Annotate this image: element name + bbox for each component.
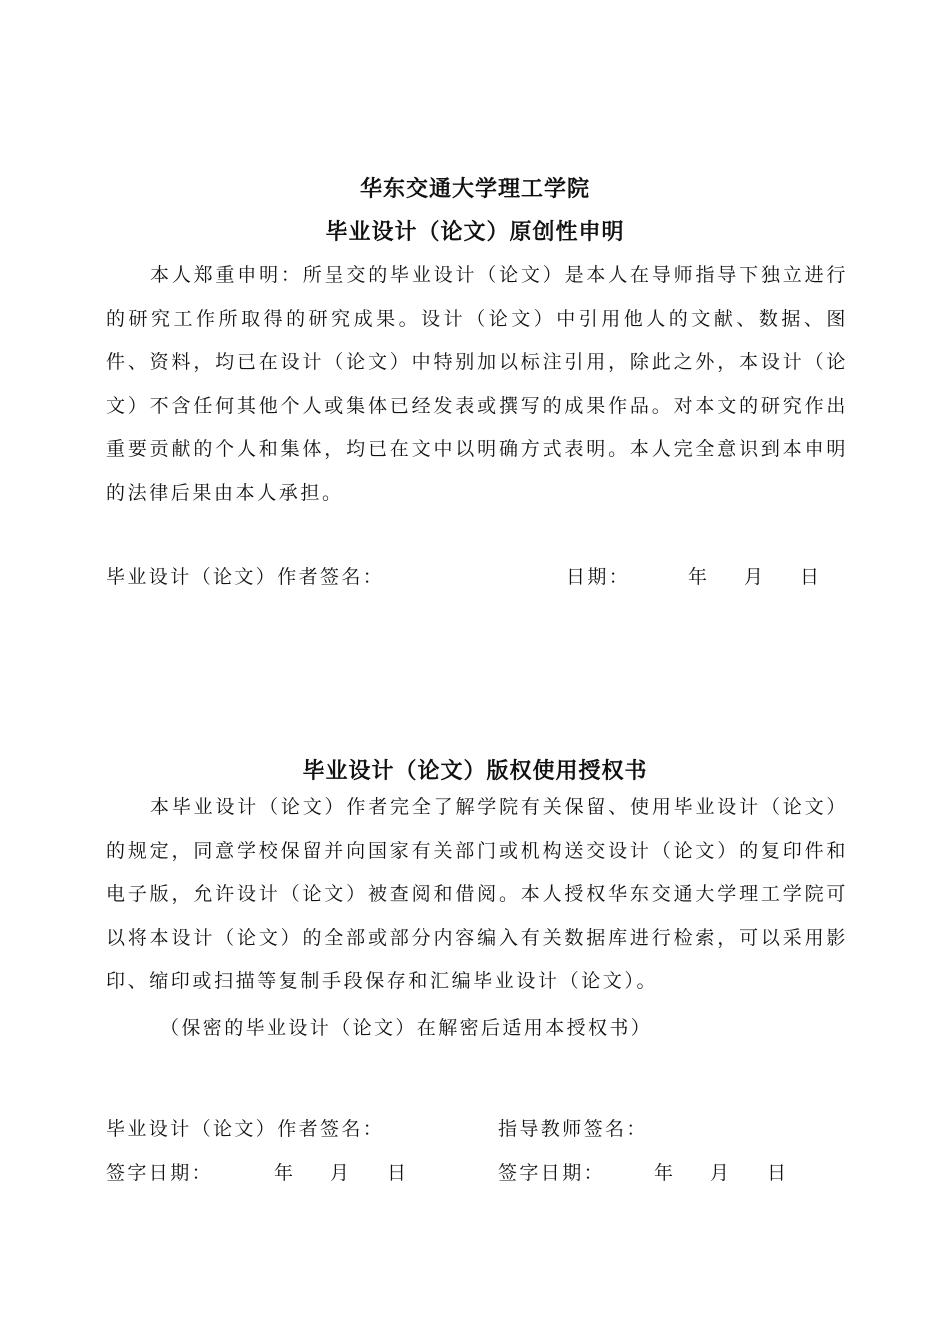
date-day-label: 日 <box>800 566 820 588</box>
confidential-note: （保密的毕业设计（论文）在解密后适用本授权书） <box>160 1017 653 1039</box>
author-signature-label: 毕业设计（论文）作者签名： <box>106 566 385 588</box>
originality-declaration-title: 毕业设计（论文）原创性申明 <box>325 220 625 245</box>
advisor-date-year-label: 年 <box>654 1162 674 1184</box>
originality-declaration-body: 本人郑重申明：所呈交的毕业设计（论文）是本人在导师指导下独立进行的研究工作所取得的研究成果。设计（论文）中引用他人的文献、数据、图件、资料，均已在设计（论文）中特别加以标注引用，除此之外，本设计（论文）不含任何其他个人或集体已经发表或撰写的成果作品。对本文的研究作出重要贡献的个人和集体，均已在文中以明确方式表明。本人完全意识到本申明的法律后果由本人承担。 <box>106 264 848 504</box>
date-month-label: 月 <box>744 566 764 588</box>
copyright-authorization-body: 本毕业设计（论文）作者完全了解学院有关保留、使用毕业设计（论文）的规定，同意学校保留并向国家有关部门或机构送交设计（论文）的复印件和电子版，允许设计（论文）被查阅和借阅。本人授权华东交通大学理工学院可以将本设计（论文）的全部或部分内容编入有关数据库进行检索，可以采用影印、缩印或扫描等复制手段保存和汇编毕业设计（论文）。 <box>106 796 848 992</box>
date-year-label: 年 <box>688 566 708 588</box>
author-sign-date-label: 签字日期： <box>106 1162 214 1184</box>
author-date-month-label: 月 <box>330 1162 350 1184</box>
advisor-date-day-label: 日 <box>767 1162 787 1184</box>
author-signature-label-2: 毕业设计（论文）作者签名： <box>106 1118 385 1140</box>
copyright-authorization-title: 毕业设计（论文）版权使用授权书 <box>302 759 648 784</box>
author-date-day-label: 日 <box>387 1162 407 1184</box>
date-label: 日期： <box>566 566 631 588</box>
advisor-sign-date-label: 签字日期： <box>498 1162 606 1184</box>
school-name: 华东交通大学理工学院 <box>359 177 590 202</box>
advisor-date-month-label: 月 <box>710 1162 730 1184</box>
author-date-year-label: 年 <box>274 1162 294 1184</box>
advisor-signature-label: 指导教师签名： <box>498 1118 648 1140</box>
